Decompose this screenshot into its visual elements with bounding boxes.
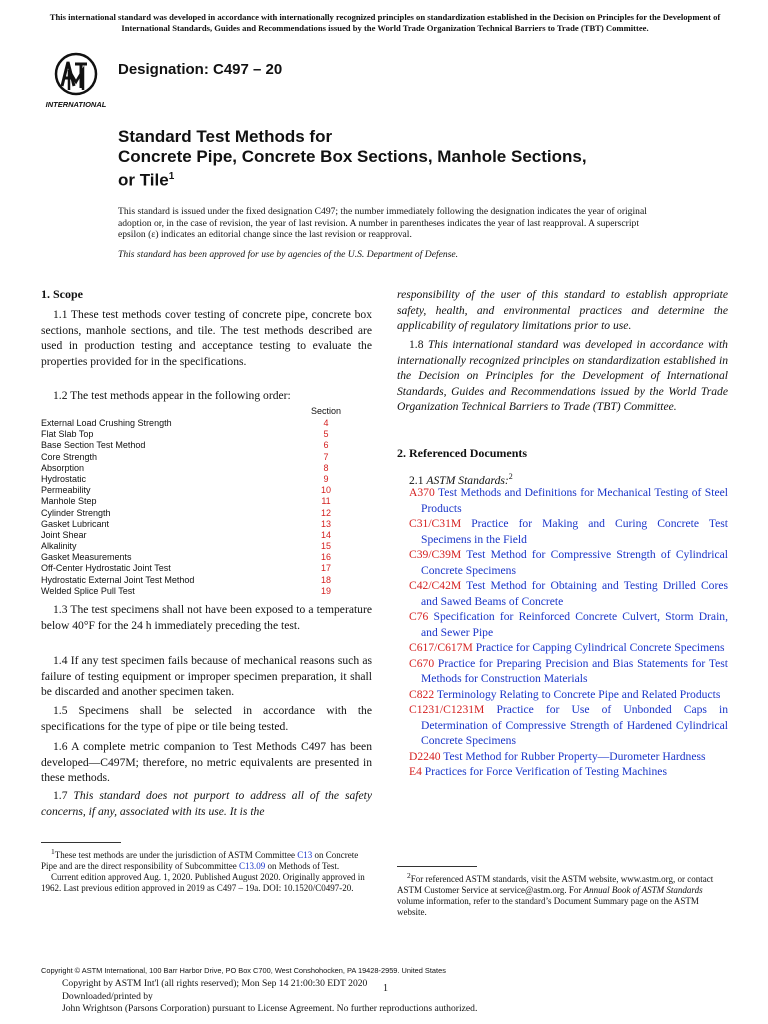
para-1-8-num: 1.8 xyxy=(409,338,424,351)
toc-section-link[interactable]: 18 xyxy=(320,574,331,585)
toc-section-link[interactable]: 7 xyxy=(323,451,329,462)
footnote-1-mark: 1 xyxy=(51,847,55,856)
standard-title-link[interactable]: Specification for Reinforced Concrete Culvert, Storm Drain, and Sewer Pipe xyxy=(421,610,728,639)
para-1-3: 1.3 The test specimens shall not have been exposed to a temperature below 40°F for the 24 h immediately preceding the test. xyxy=(41,603,372,632)
table-row xyxy=(41,440,341,451)
toc-section-link[interactable]: 9 xyxy=(323,473,329,484)
footnote-divider xyxy=(397,866,477,867)
toc-section-link[interactable]: 13 xyxy=(320,518,331,529)
standard-code-link[interactable]: C76 xyxy=(409,610,429,623)
list-item xyxy=(409,516,728,547)
footnote-2-mark: 2 xyxy=(407,871,411,880)
standard-code-link[interactable]: C1231/C1231M xyxy=(409,703,485,716)
para-1-6: 1.6 A complete metric companion to Test Methods C497 has been developed—C497M; therefore, no metric equivalents are presented in these methods. xyxy=(41,740,372,784)
table-row xyxy=(41,530,341,541)
toc-section-link[interactable]: 19 xyxy=(320,585,331,596)
toc-entry-name: Off-Center Hydrostatic Joint Test xyxy=(41,563,171,574)
toc-entry-name: Core Strength xyxy=(41,451,98,462)
standard-title-link[interactable]: Test Method for Rubber Property—Durometer Hardness xyxy=(443,749,706,763)
title-line2: Concrete Pipe, Concrete Box Sections, Manhole Sections, xyxy=(118,147,587,166)
footnote-2-italic: Annual Book of ASTM Standards xyxy=(583,885,703,895)
table-row xyxy=(41,586,341,597)
astm-logo-icon xyxy=(42,52,110,110)
standard-code-link[interactable]: D2240 xyxy=(409,749,441,763)
list-item xyxy=(409,609,728,640)
table-row xyxy=(41,519,341,530)
standard-code-link[interactable]: E4 xyxy=(409,765,422,778)
list-item xyxy=(409,656,728,687)
standard-title-link[interactable]: Test Method for Obtaining and Testing Drilled Cores and Sawed Beams of Concrete xyxy=(421,579,728,608)
table-row xyxy=(41,541,341,552)
para-1-8 xyxy=(397,337,728,415)
standard-code-link[interactable]: C39/C39M xyxy=(409,548,462,561)
list-item xyxy=(409,764,728,780)
download-line3: John Wrightson (Parsons Corporation) pursuant to License Agreement. No further reproductions authorized. xyxy=(62,1003,478,1014)
para-1-8-text: This international standard was developed in accordance with internationally recognized principles on standardization established in the Decision on Principles for the Development of International Standards, Guides and Recommendations issued by the World Trade Organization Technical Barriers to Trade (TBT) Committee. xyxy=(397,338,728,413)
toc-entry-name: External Load Crushing Strength xyxy=(41,418,172,428)
standard-title-link[interactable]: Practice for Use of Unbonded Caps in Determination of Compressive Strength of Hardened Cylindrical Concrete Specimens xyxy=(421,703,729,747)
toc-entry-name: Cylinder Strength xyxy=(41,507,111,518)
scope-heading: 1. Scope xyxy=(41,287,83,301)
table-row xyxy=(41,496,341,507)
toc-entry-name: Gasket Lubricant xyxy=(41,518,110,529)
title-line3 xyxy=(118,167,587,191)
para-1-2: 1.2 The test methods appear in the following order: xyxy=(53,389,291,402)
issuance-note: This standard is issued under the fixed designation C497; the number immediately following the designation indicates the year of original adoption or, in the case of revision, the year of last revision. A number in parentheses indicates the year of last reapproval. A superscript epsilon (ε) indicates an editorial change since the last revision or reapproval. xyxy=(118,206,647,241)
download-line2: Downloaded/printed by xyxy=(62,990,153,1002)
footnote-1-part-c: on Methods of Test. xyxy=(267,861,340,871)
subheading-title: ASTM Standards: xyxy=(426,473,509,487)
toc-entry-name: Gasket Measurements xyxy=(41,552,132,563)
standard-code-link[interactable]: C31/C31M xyxy=(409,517,462,530)
toc-section-link[interactable]: 16 xyxy=(320,552,331,563)
referenced-list xyxy=(409,485,728,780)
para-1-7 xyxy=(41,788,372,819)
footnote-2 xyxy=(397,866,727,918)
dod-approval-note: This standard has been approved for use by agencies of the U.S. Department of Defense. xyxy=(118,249,459,260)
title-footnote-mark: 1 xyxy=(168,171,175,182)
toc-entry-name: Hydrostatic xyxy=(41,473,87,484)
footnote-2-text xyxy=(397,870,727,918)
toc-entry-name: Joint Shear xyxy=(41,529,87,540)
referenced-docs-heading: 2. Referenced Documents xyxy=(397,446,528,460)
table-row xyxy=(41,575,341,586)
table-row xyxy=(41,418,341,429)
standard-title-link[interactable]: Test Methods and Definitions for Mechanical Testing of Steel Products xyxy=(421,486,728,515)
table-row xyxy=(41,452,341,463)
toc-section-link[interactable]: 8 xyxy=(323,462,329,473)
table-row xyxy=(41,485,341,496)
standard-title-link[interactable]: Practice for Making and Curing Concrete Test Specimens in the Field xyxy=(421,517,728,546)
subheading-footnote-mark: 2 xyxy=(508,472,513,481)
list-item xyxy=(409,485,728,516)
footnote-1-part-b: on Concrete Pipe and are the direct responsibility of Subcommittee xyxy=(41,850,359,871)
para-1-5: 1.5 Specimens shall be selected in accordance with the specifications for the type of pipe or tile being tested. xyxy=(41,704,372,733)
list-item xyxy=(409,702,728,749)
para-1-7-num: 1.7 xyxy=(53,789,68,802)
list-item xyxy=(409,640,728,656)
para-1-4: 1.4 If any test specimen fails because of mechanical reasons such as failure of testing equipment or improper specimen preparation, it shall be discarded and another specimen taken. xyxy=(41,654,372,698)
standard-code-link[interactable]: C617/C617M xyxy=(409,641,473,654)
title-line1: Standard Test Methods for xyxy=(118,127,333,146)
table-header-section: Section xyxy=(310,406,341,416)
list-item xyxy=(409,547,728,578)
download-notice xyxy=(62,978,477,1016)
footnote-2-part-b: volume information, refer to the standard’s Document Summary page on the ASTM website. xyxy=(397,896,699,917)
standard-title-link[interactable]: Practice for Capping Cylindrical Concrete Specimens xyxy=(475,641,725,654)
table-row xyxy=(41,463,341,474)
standard-title-link[interactable]: Test Method for Compressive Strength of Cylindrical Concrete Specimens xyxy=(421,548,728,577)
table-row xyxy=(41,552,341,563)
table-rows xyxy=(41,418,341,597)
toc-entry-name: Absorption xyxy=(41,462,85,473)
para-1-1: 1.1 These test methods cover testing of concrete pipe, concrete box sections, manhole sections, and tile. The test methods described are used in production testing and acceptance testing to evaluate the properties provided for in the specifications. xyxy=(41,308,372,368)
table-row xyxy=(41,429,341,440)
toc-entry-name: Alkalinity xyxy=(41,541,77,552)
standard-code-link[interactable]: C670 xyxy=(409,656,435,670)
logo-text: INTERNATIONAL xyxy=(45,100,107,109)
footnote-divider xyxy=(41,842,121,843)
standard-code-link[interactable]: A370 xyxy=(409,486,435,499)
toc-section-link[interactable]: 14 xyxy=(320,529,331,540)
toc-entry-name: Base Section Test Method xyxy=(41,440,146,451)
toc-entry-name: Hydrostatic External Joint Test Method xyxy=(41,574,195,585)
title-line3-text: or Tile xyxy=(118,170,169,190)
toc-section-link[interactable]: 12 xyxy=(320,507,331,518)
page-title xyxy=(118,127,587,191)
download-line1: Copyright by ASTM Int'l (all rights reserved); Mon Sep 14 21:00:30 EDT 2020 xyxy=(62,978,368,989)
standard-title-link[interactable]: Terminology Relating to Concrete Pipe and Related Products xyxy=(436,687,721,701)
list-item xyxy=(409,749,728,765)
toc-section-link[interactable]: 4 xyxy=(323,418,329,428)
copyright-line: Copyright © ASTM International, 100 Barr Harbor Drive, PO Box C700, West Conshohocken, PA 19428-2959. United States xyxy=(41,966,446,975)
standard-title-link[interactable]: Practices for Force Verification of Testing Machines xyxy=(424,765,667,778)
section-order-table xyxy=(41,406,341,597)
table-row xyxy=(41,508,341,519)
para-1-7-continued: responsibility of the user of this standard to establish appropriate safety, health, and environmental practices and determine the applicability of regulatory limitations prior to use. xyxy=(397,288,728,332)
para-1-7-text: This standard does not purport to address all of the safety concerns, if any, associated with its use. It is the xyxy=(41,789,372,818)
toc-section-link[interactable]: 6 xyxy=(323,440,329,451)
table-row xyxy=(41,474,341,485)
standard-title-link[interactable]: Practice for Preparing Precision and Bias Statements for Test Methods for Construction Materials xyxy=(421,656,728,685)
footnote-1-text xyxy=(41,846,372,872)
footnote-1-edition: Current edition approved Aug. 1, 2020. Published August 2020. Originally approved in 1962. Last previous edition approved in 2019 as C497 – 19a. DOI: 10.1520/C0497-20. xyxy=(41,872,365,893)
list-item xyxy=(409,578,728,609)
toc-entry-name: Permeability xyxy=(41,485,91,496)
toc-section-link[interactable]: 5 xyxy=(323,429,329,440)
footnote-1-part-a: These test methods are under the jurisdiction of ASTM Committee xyxy=(54,850,295,860)
standard-code-link[interactable]: C822 xyxy=(409,687,435,701)
toc-section-link[interactable]: 17 xyxy=(320,563,331,574)
footnote-2-part-a: For referenced ASTM standards, visit the ASTM website, www.astm.org, or contact ASTM Customer Service at service@astm.org. For xyxy=(397,874,714,895)
top-notice: This international standard was developed in accordance with internationally recognized principles on standardization established in the Decision on Principles for the Development of International Standards, Guides and Recommendations issued by the World Trade Organization Technical Barriers to Trade (TBT) Committee. xyxy=(49,12,721,33)
subheading-num: 2.1 xyxy=(409,473,424,487)
list-item xyxy=(409,687,728,703)
standard-code-link[interactable]: C42/C42M xyxy=(409,579,462,592)
table-row xyxy=(41,563,341,574)
committee-link[interactable]: C13 xyxy=(297,850,313,860)
designation: Designation: C497 – 20 xyxy=(118,61,283,78)
toc-section-link[interactable]: 11 xyxy=(321,496,331,507)
toc-entry-name: Flat Slab Top xyxy=(41,429,94,440)
subcommittee-link[interactable]: C13.09 xyxy=(238,861,266,871)
page-number: 1 xyxy=(383,983,388,994)
toc-entry-name: Welded Splice Pull Test xyxy=(41,585,135,596)
toc-section-link[interactable]: 15 xyxy=(320,541,331,552)
footnote-1 xyxy=(41,842,372,894)
toc-entry-name: Manhole Step xyxy=(41,496,97,507)
toc-section-link[interactable]: 10 xyxy=(320,485,331,496)
